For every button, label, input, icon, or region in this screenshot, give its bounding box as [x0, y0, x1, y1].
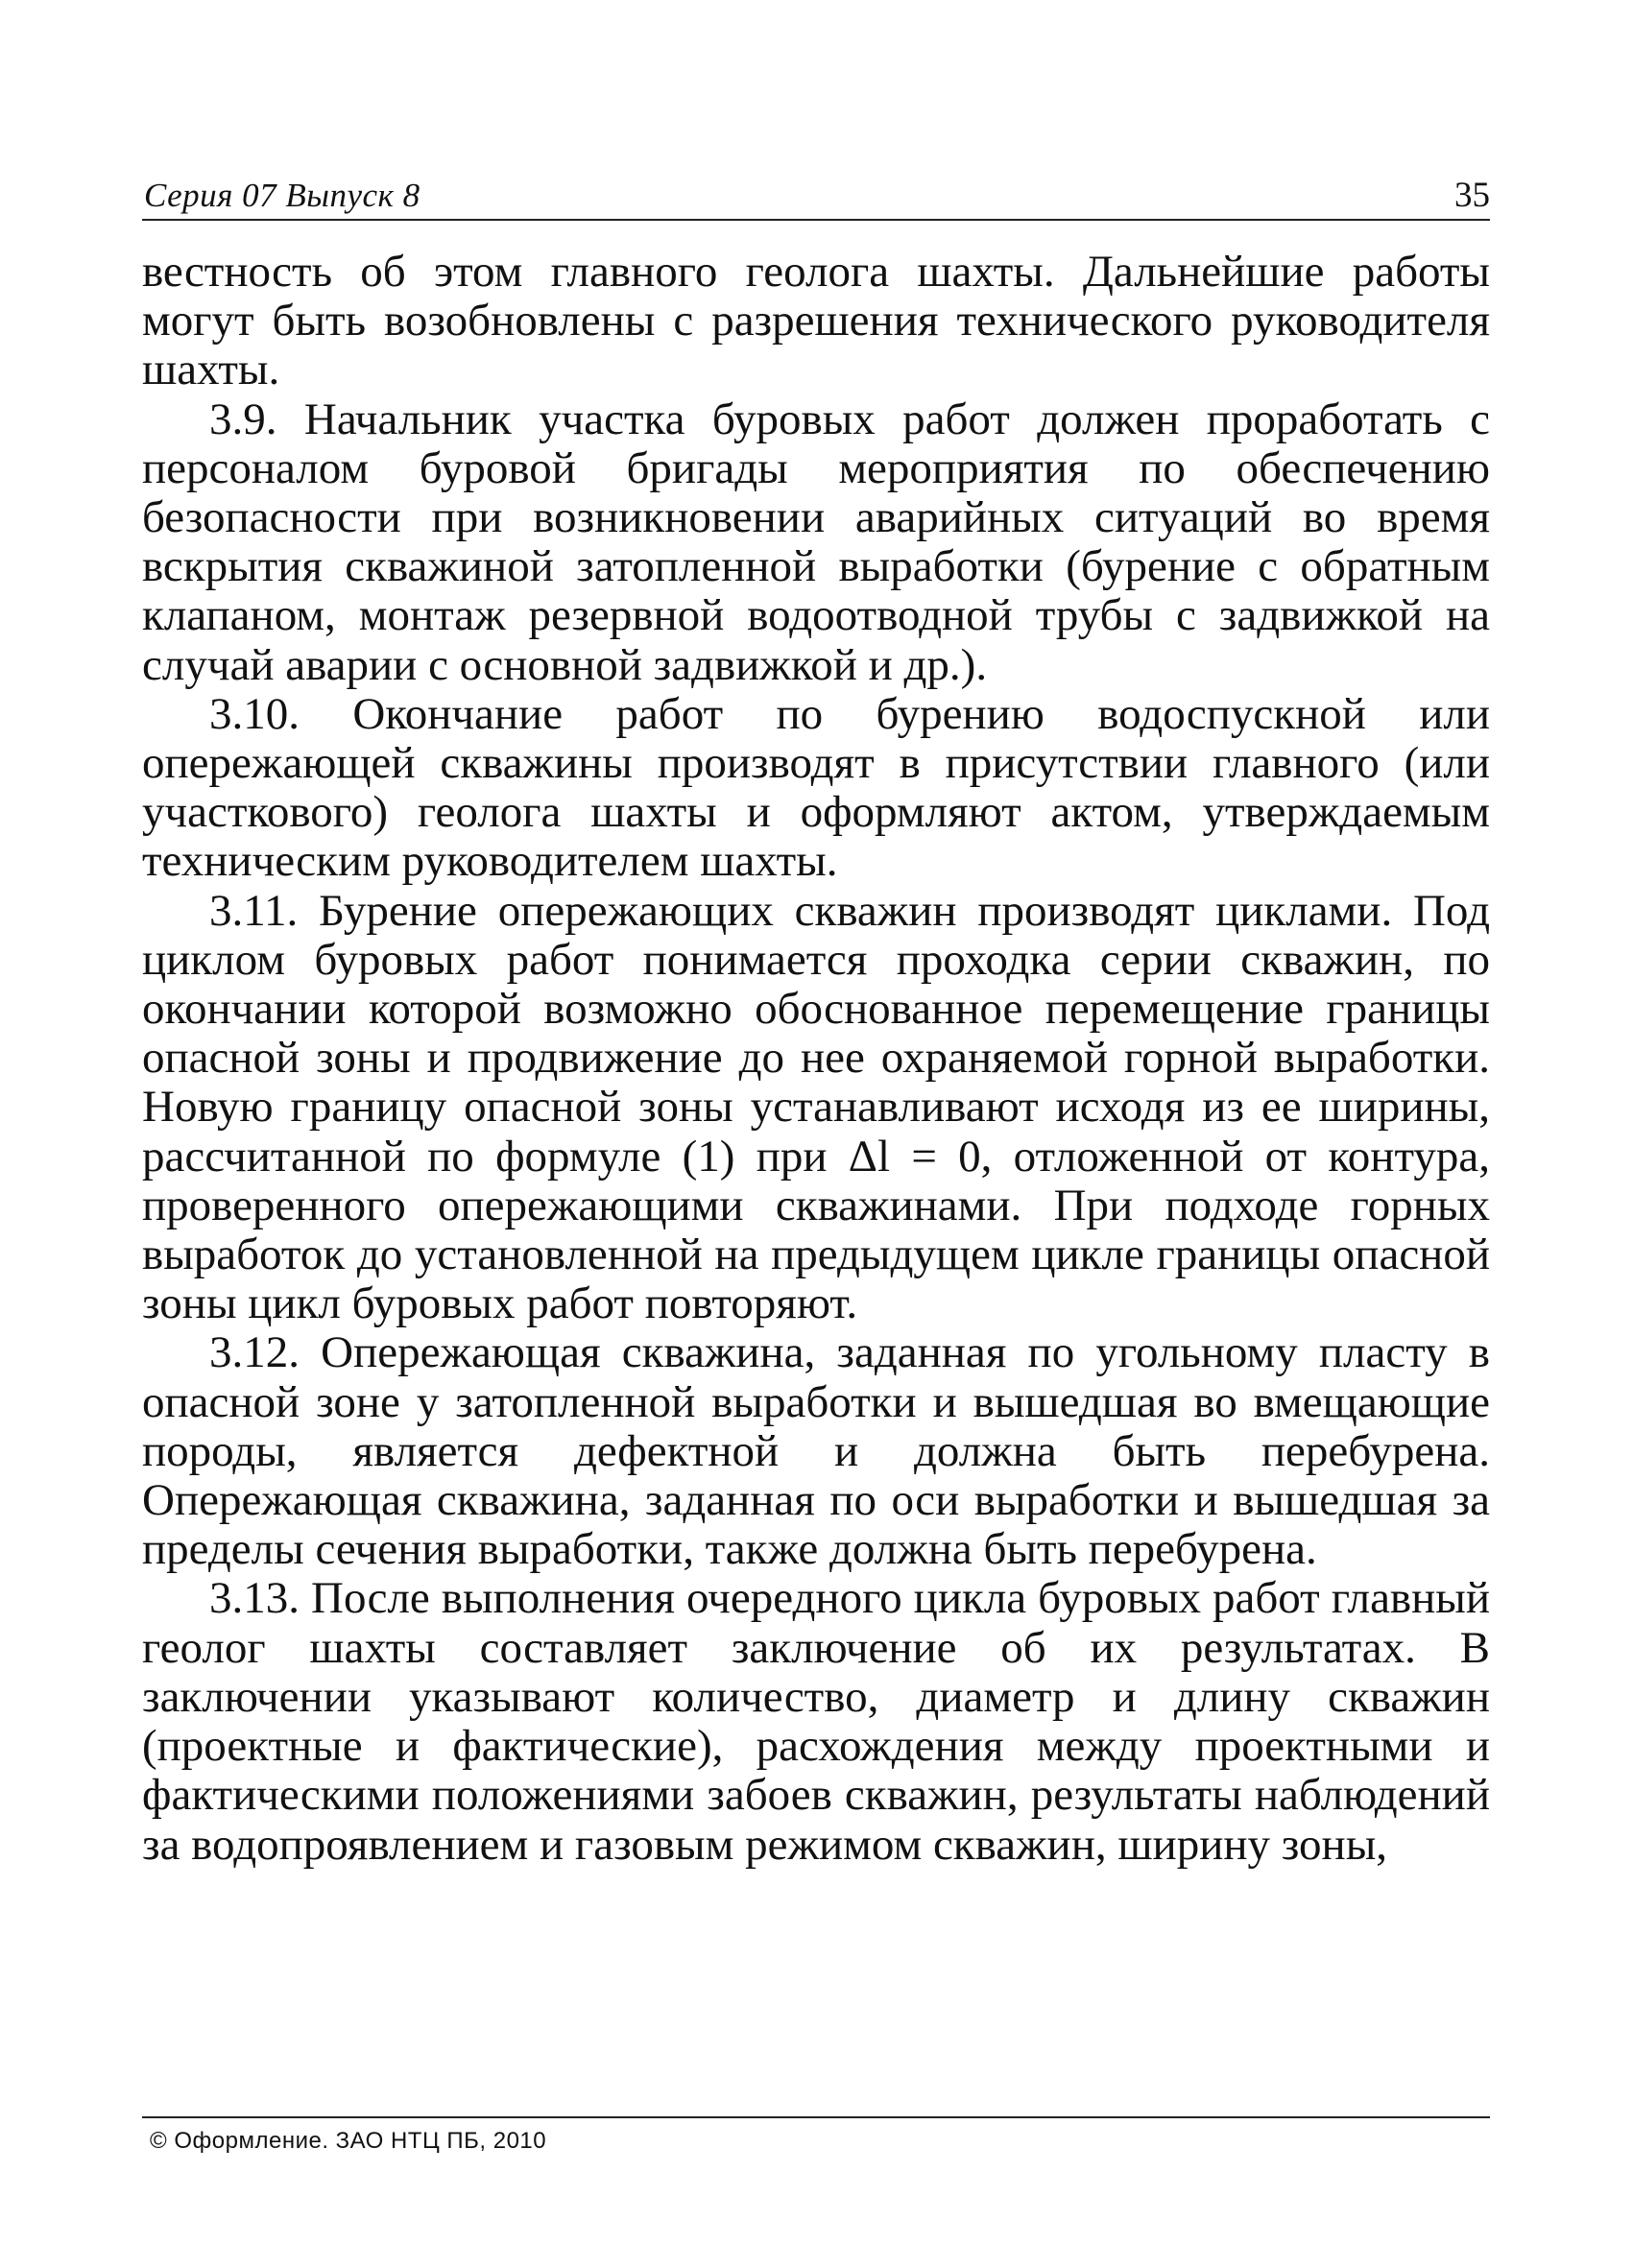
copyright-notice: © Оформление. ЗАО НТЦ ПБ, 2010 [150, 2128, 547, 2154]
paragraph-3-9: 3.9. Начальник участка буровых работ должен проработать с персоналом буровой бригады мероприятия по обеспечению безопасности при возникновении аварийных ситуаций во время вскрытия скважиной затопленной выработки (бурение с обратным клапаном, монтаж резервной водоотводной трубы с задвижкой на случай аварии с основной задвижкой и др.). [142, 394, 1490, 690]
paragraph-3-10: 3.10. Окончание работ по бурению водоспускной или опережающей скважины производят в присутствии главного (или участкового) геолога шахты и оформляют актом, утверждаемым техническим руководителем шахты. [142, 688, 1490, 887]
series-title: Серия 07 Выпуск 8 [144, 177, 420, 214]
paragraph-3-11: 3.11. Бурение опережающих скважин производят циклами. Под циклом буровых работ понимается проходка серии скважин, по окончании которой возможно обоснованное перемещение границы опасной зоны и продвижение до нее охраняемой горной выработки. Новую границу опасной зоны устанавливают исходя из ее ширины, рассчитанной по формуле (1) при Δl = 0, отложенной от контура, проверенного опережающими скважинами. При подходе горных выработок до установленной на предыдущем цикле границы опасной зоны цикл буровых работ повторяют. [142, 885, 1490, 1329]
page-header [142, 171, 1490, 221]
paragraph-3-13: 3.13. После выполнения очередного цикла буровых работ главный геолог шахты составляет заключение об их результатах. В заключении указывают количество, диаметр и длину скважин (проектные и фактические), расхождения между проектными и фактическими положениями забоев скважин, результаты наблюдений за водопроявлением и газовым режимом скважин, ширину зоны, [142, 1573, 1490, 1870]
document-body [142, 248, 1490, 1870]
paragraph-continuation: вестность об этом главного геолога шахты. Дальнейшие работы могут быть возобновлены с разрешения технического руководителя шахты. [142, 247, 1490, 395]
page-footer [142, 2116, 1490, 2154]
page-number: 35 [1454, 176, 1490, 215]
paragraph-3-12: 3.12. Опережающая скважина, заданная по угольному пласту в опасной зоне у затопленной выработки и вышедшая во вмещающие породы, является дефектной и должна быть перебурена. Опережающая скважина, заданная по оси выработки и вышедшая за пределы сечения выработки, также должна быть перебурена. [142, 1327, 1490, 1575]
